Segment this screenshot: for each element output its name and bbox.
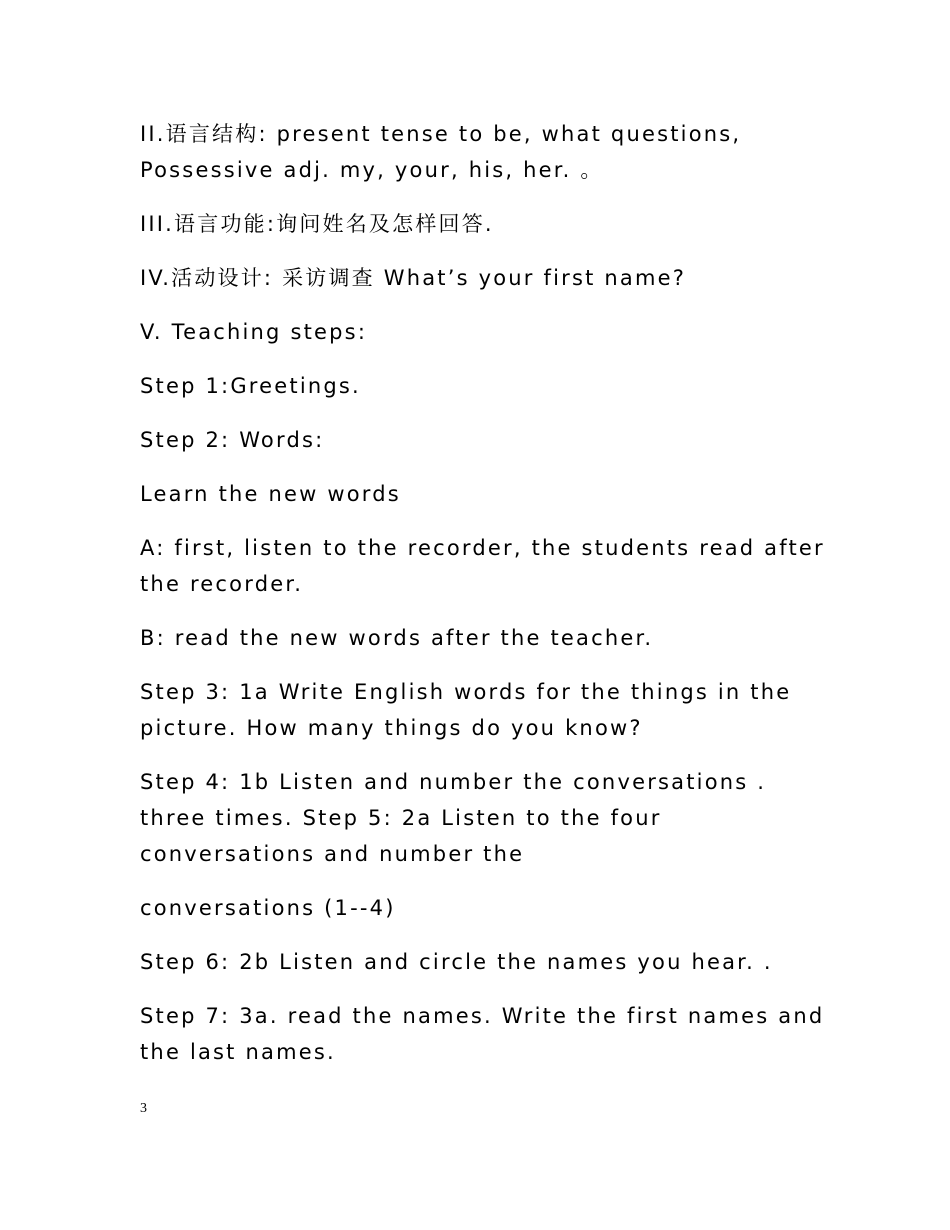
paragraph-conversations-range: conversations (1--4) <box>140 896 396 920</box>
paragraph-step-2-a: A: first, listen to the recorder, the students read after the recorder. <box>140 536 825 596</box>
page-number: 3 <box>140 1101 147 1116</box>
paragraph-step-4-5: Step 4: 1b Listen and number the conversations . three times. Step 5: 2a Listen to the four conversations and number the <box>140 770 767 866</box>
paragraph-learn-new-words: Learn the new words <box>140 482 401 506</box>
paragraph-language-structure: II.语言结构: present tense to be, what questions, Possessive adj. my, your, his, her. 。 <box>140 122 742 182</box>
paragraph-step-3: Step 3: 1a Write English words for the things in the picture. How many things do you know? <box>140 680 792 740</box>
paragraph-step-7: Step 7: 3a. read the names. Write the first names and the last names. <box>140 1004 825 1064</box>
paragraph-teaching-steps-heading: V. Teaching steps: <box>140 320 368 344</box>
paragraph-step-1: Step 1:Greetings. <box>140 374 361 398</box>
paragraph-activity-design: IV.活动设计: 采访调查 What’s your first name? <box>140 266 687 290</box>
paragraph-step-2-b: B: read the new words after the teacher. <box>140 626 654 650</box>
paragraph-language-function: III.语言功能:询问姓名及怎样回答. <box>140 212 494 236</box>
paragraph-step-6: Step 6: 2b Listen and circle the names you hear. . <box>140 950 773 974</box>
document-body <box>140 116 830 1088</box>
paragraph-step-2: Step 2: Words: <box>140 428 325 452</box>
